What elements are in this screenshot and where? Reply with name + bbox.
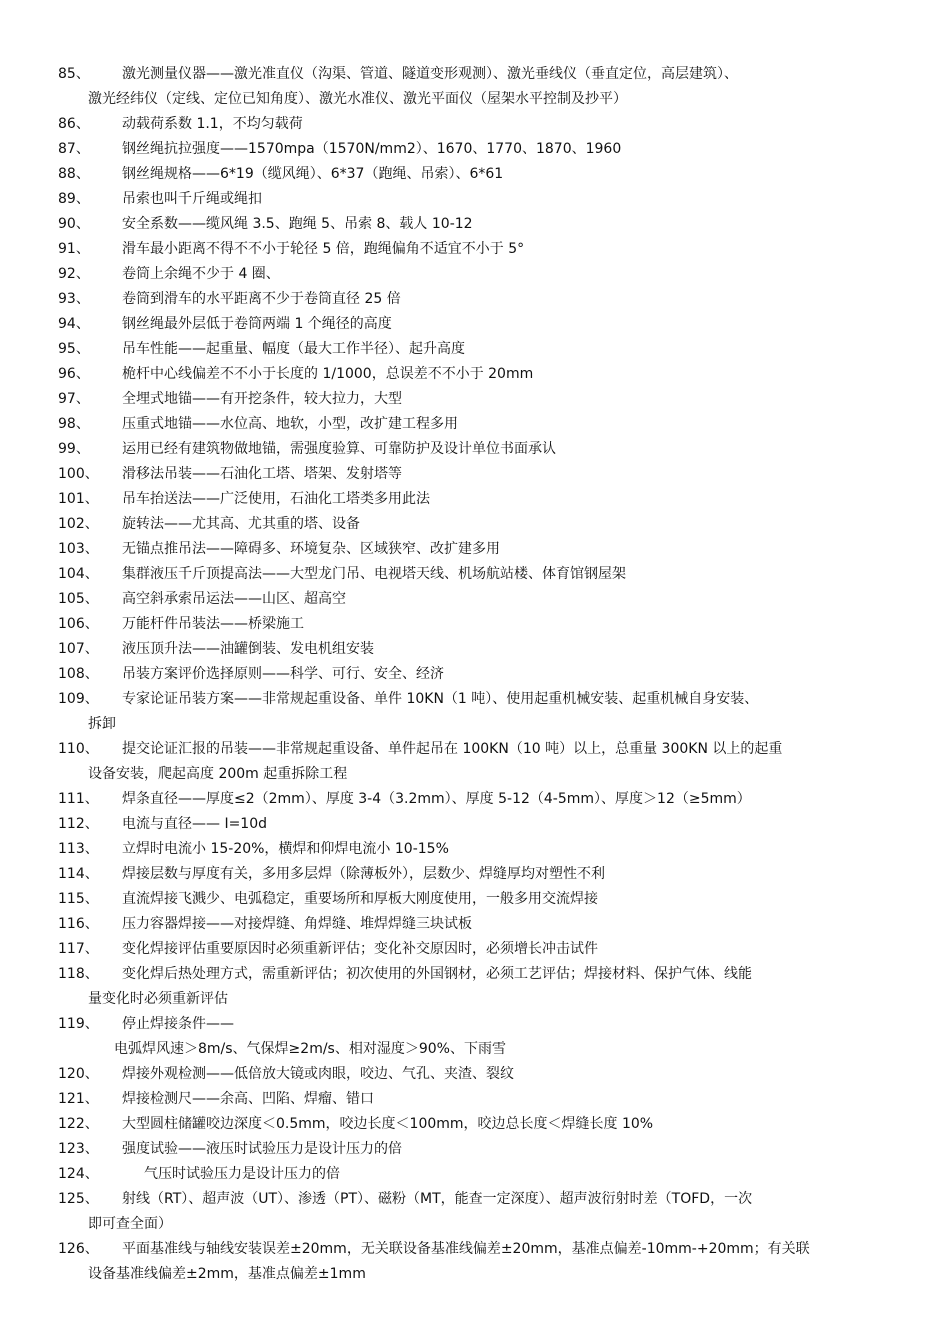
list-item: [58, 312, 894, 337]
item-text: 吊车性能——起重量、幅度（最大工作半径）、起升高度: [122, 341, 465, 357]
item-text: 专家论证吊装方案——非常规起重设备、单件 10KN（1 吨）、使用起重机械安装、起重机械自身安装、: [122, 691, 759, 707]
item-number: 112、: [58, 816, 99, 832]
list-item: [58, 162, 894, 187]
item-text: 动载荷系数 1.1，不均匀载荷: [122, 116, 303, 132]
list-item: [58, 587, 894, 612]
list-item: [58, 137, 894, 162]
item-number: 106、: [58, 616, 99, 632]
item-text-continuation: 量变化时必须重新评估: [88, 991, 228, 1007]
item-number: 113、: [58, 841, 99, 857]
item-text: 气压时试验压力是设计压力的倍: [144, 1166, 340, 1182]
item-number: 102、: [58, 516, 99, 532]
list-item: [58, 1187, 894, 1237]
list-item: [58, 787, 894, 812]
item-text: 桅杆中心线偏差不不小于长度的 1/1000，总误差不不小于 20mm: [122, 366, 534, 382]
list-item: [58, 337, 894, 362]
item-number: 125、: [58, 1191, 99, 1207]
item-text: 旋转法——尤其高、尤其重的塔、设备: [122, 516, 360, 532]
item-number: 97、: [58, 391, 90, 407]
list-item: [58, 412, 894, 437]
item-text: 平面基准线与轴线安装误差±20mm，无关联设备基准线偏差±20mm，基准点偏差-10mm-+20mm；有关联: [122, 1241, 810, 1257]
item-text: 立焊时电流小 15-20%，横焊和仰焊电流小 10-15%: [122, 841, 449, 857]
item-number: 121、: [58, 1091, 99, 1107]
item-text: 滑移法吊装——石油化工塔、塔架、发射塔等: [122, 466, 402, 482]
item-text: 钢丝绳规格——6*19（缆风绳）、6*37（跑绳、吊索）、6*61: [122, 166, 504, 182]
item-number: 85、: [58, 66, 90, 82]
item-number: 104、: [58, 566, 99, 582]
list-item: [58, 262, 894, 287]
list-item: [58, 1237, 894, 1287]
item-number: 110、: [58, 741, 99, 757]
item-number: 98、: [58, 416, 90, 432]
item-text: 吊车抬送法——广泛使用，石油化工塔类多用此法: [122, 491, 430, 507]
item-number: 124、: [58, 1166, 99, 1182]
item-text: 吊装方案评价选择原则——科学、可行、安全、经济: [122, 666, 444, 682]
list-item: [58, 462, 894, 487]
list-item: [58, 237, 894, 262]
item-text: 焊接层数与厚度有关，多用多层焊（除薄板外），层数少、焊缝厚均对塑性不利: [122, 866, 605, 882]
item-text: 停止焊接条件——: [122, 1016, 234, 1032]
item-text: 大型圆柱储罐咬边深度＜0.5mm，咬边长度＜100mm，咬边总长度＜焊缝长度 10%: [122, 1116, 654, 1132]
item-text: 高空斜承索吊运法——山区、超高空: [122, 591, 346, 607]
item-text-continuation: 激光经纬仪（定线、定位已知角度）、激光水准仪、激光平面仪（屋架水平控制及抄平）: [88, 91, 627, 107]
item-number: 122、: [58, 1116, 99, 1132]
item-number: 115、: [58, 891, 99, 907]
list-item: [58, 612, 894, 637]
item-text: 直流焊接飞溅少、电弧稳定，重要场所和厚板大刚度使用，一般多用交流焊接: [122, 891, 598, 907]
item-text-continuation: 设备基准线偏差±2mm，基准点偏差±1mm: [88, 1266, 366, 1282]
list-item: [58, 812, 894, 837]
item-text: 焊接外观检测——低倍放大镜或肉眼，咬边、气孔、夹渣、裂纹: [122, 1066, 514, 1082]
list-item: [58, 637, 894, 662]
item-number: 108、: [58, 666, 99, 682]
item-text-continuation: 设备安装，爬起高度 200m 起重拆除工程: [88, 766, 348, 782]
item-number: 103、: [58, 541, 99, 557]
list-item: [58, 562, 894, 587]
item-text: 强度试验——液压时试验压力是设计压力的倍: [122, 1141, 402, 1157]
item-text: 焊条直径——厚度≤2（2mm）、厚度 3-4（3.2mm）、厚度 5-12（4-5mm）、厚度＞12（≥5mm）: [122, 791, 751, 807]
list-item: [58, 962, 894, 1012]
item-text: 钢丝绳抗拉强度——1570mpa（1570N/mm2）、1670、1770、1870、1960: [122, 141, 622, 157]
item-text: 钢丝绳最外层低于卷筒两端 1 个绳径的高度: [122, 316, 392, 332]
list-item: [58, 937, 894, 962]
item-subline: 电弧焊风速＞8m/s、气保焊≥2m/s、相对湿度＞90%、下雨雪: [114, 1041, 506, 1057]
item-number: 96、: [58, 366, 90, 382]
item-text: 卷筒上余绳不少于 4 圈、: [122, 266, 280, 282]
list-item: [58, 62, 894, 112]
item-text: 压重式地锚——水位高、地软，小型，改扩建工程多用: [122, 416, 458, 432]
item-number: 120、: [58, 1066, 99, 1082]
item-text: 全埋式地锚——有开挖条件，较大拉力，大型: [122, 391, 402, 407]
item-number: 126、: [58, 1241, 99, 1257]
list-item: [58, 287, 894, 312]
item-text: 万能杆件吊装法——桥梁施工: [122, 616, 304, 632]
item-text: 焊接检测尺——余高、凹陷、焊瘤、错口: [122, 1091, 374, 1107]
item-text: 运用已经有建筑物做地锚，需强度验算、可靠防护及设计单位书面承认: [122, 441, 556, 457]
list-item: [58, 537, 894, 562]
list-item: [58, 887, 894, 912]
list-item: [58, 112, 894, 137]
item-number: 105、: [58, 591, 99, 607]
list-item: [58, 862, 894, 887]
item-number: 95、: [58, 341, 90, 357]
item-text: 集群液压千斤顶提高法——大型龙门吊、电视塔天线、机场航站楼、体育馆钢屋架: [122, 566, 626, 582]
item-text: 提交论证汇报的吊装——非常规起重设备、单件起吊在 100KN（10 吨）以上，总重量 300KN 以上的起重: [122, 741, 783, 757]
item-text-continuation: 即可查全面）: [88, 1216, 172, 1232]
item-number: 94、: [58, 316, 90, 332]
item-number: 92、: [58, 266, 90, 282]
list-item: [58, 1012, 894, 1062]
item-text: 射线（RT）、超声波（UT）、渗透（PT）、磁粉（MT，能查一定深度）、超声波衍射时差（TOFD，一次: [122, 1191, 753, 1207]
item-text: 安全系数——缆风绳 3.5、跑绳 5、吊索 8、载人 10-12: [122, 216, 473, 232]
item-text: 液压顶升法——油罐倒装、发电机组安装: [122, 641, 374, 657]
list-item: [58, 212, 894, 237]
item-number: 119、: [58, 1016, 99, 1032]
list-item: [58, 1112, 894, 1137]
item-number: 116、: [58, 916, 99, 932]
item-number: 93、: [58, 291, 90, 307]
list-item: [58, 687, 894, 737]
list-item: [58, 737, 894, 787]
item-number: 101、: [58, 491, 99, 507]
item-number: 87、: [58, 141, 90, 157]
item-number: 109、: [58, 691, 99, 707]
item-number: 114、: [58, 866, 99, 882]
item-number: 117、: [58, 941, 99, 957]
item-number: 118、: [58, 966, 99, 982]
item-text-continuation: 拆卸: [88, 716, 116, 732]
list-item: [58, 837, 894, 862]
list-item: [58, 512, 894, 537]
item-number: 89、: [58, 191, 90, 207]
item-number: 99、: [58, 441, 90, 457]
list-item: [58, 187, 894, 212]
item-text: 压力容器焊接——对接焊缝、角焊缝、堆焊焊缝三块试板: [122, 916, 472, 932]
item-number: 123、: [58, 1141, 99, 1157]
list-item: [58, 387, 894, 412]
item-number: 107、: [58, 641, 99, 657]
item-number: 111、: [58, 791, 99, 807]
item-text: 卷筒到滑车的水平距离不少于卷筒直径 25 倍: [122, 291, 401, 307]
list-item: [58, 662, 894, 687]
list-item: [58, 1087, 894, 1112]
item-text: 滑车最小距离不得不不小于轮径 5 倍，跑绳偏角不适宜不小于 5°: [122, 241, 525, 257]
list-item: [58, 1137, 894, 1162]
item-text: 电流与直径—— I=10d: [122, 816, 268, 832]
list-item: [58, 362, 894, 387]
list-item: [58, 487, 894, 512]
list-item: [58, 912, 894, 937]
list-item: [58, 1062, 894, 1087]
item-number: 88、: [58, 166, 90, 182]
item-number: 90、: [58, 216, 90, 232]
list-item: [58, 437, 894, 462]
item-number: 91、: [58, 241, 90, 257]
document-page: [58, 62, 894, 1287]
item-text: 变化焊接评估重要原因时必须重新评估；变化补交原因时，必须增长冲击试件: [122, 941, 598, 957]
list-item: [58, 1162, 894, 1187]
item-number: 86、: [58, 116, 90, 132]
item-text: 无锚点推吊法——障碍多、环境复杂、区域狭窄、改扩建多用: [122, 541, 500, 557]
item-number: 100、: [58, 466, 99, 482]
item-text: 激光测量仪器——激光准直仪（沟渠、管道、隧道变形观测）、激光垂线仪（垂直定位，高层建筑）、: [122, 66, 738, 82]
item-text: 吊索也叫千斤绳或绳扣: [122, 191, 262, 207]
item-text: 变化焊后热处理方式，需重新评估；初次使用的外国钢材，必须工艺评估；焊接材料、保护气体、线能: [122, 966, 752, 982]
